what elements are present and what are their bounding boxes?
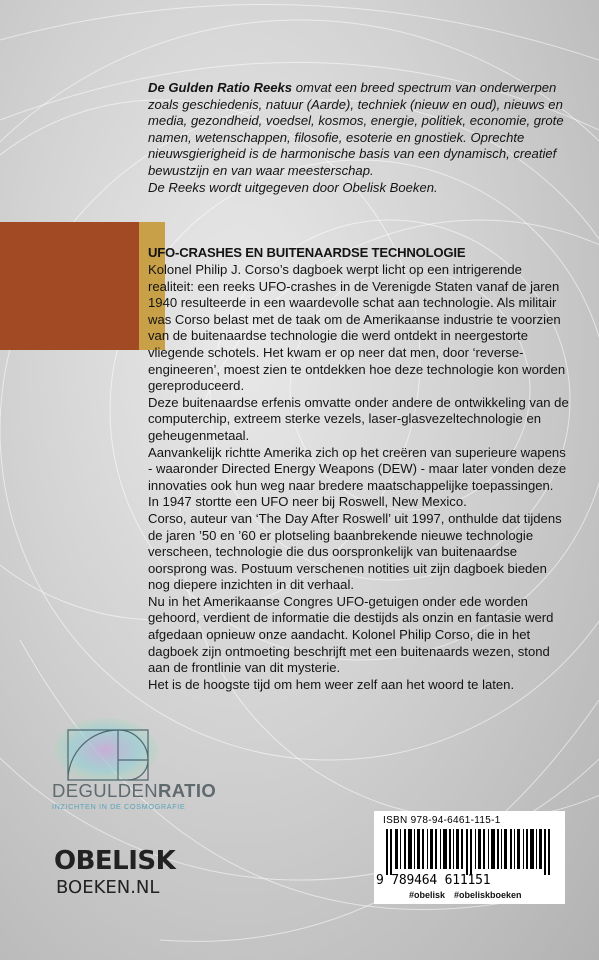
- gulden-ratio-tagline: INZICHTEN IN DE COSMOGRAFIE: [52, 802, 186, 811]
- barcode-icon: [384, 829, 556, 875]
- obelisk-boeken-logo: [54, 846, 176, 906]
- series-intro: [148, 80, 568, 196]
- section-heading: UFO-CRASHES EN BUITENAARDSE TECHNOLOGIE: [148, 245, 466, 260]
- blurb-paragraph: Corso, auteur van ‘The Day After Roswell’ uit 1997, onthulde dat tijdens de jaren ’50 en ’60 er plotseling baanbrekende nieuwe technologie verscheen, technologie die dus oorspronkelijk van buitenaardse oorsprong was. Postuum verschenen notities uit zijn dagboek bieden nog diepere inzichten in dit verhaal.: [148, 510, 562, 593]
- wordmark-part1: DEGULDEN: [52, 780, 158, 801]
- hashtags: [409, 890, 531, 900]
- nautilus-spiral-icon: [52, 718, 162, 782]
- orange-color-block: [0, 222, 139, 350]
- blurb-body: [148, 262, 570, 693]
- blurb-paragraph: In 1947 stortte een UFO neer bij Roswell, New Mexico.: [148, 494, 467, 510]
- obelisk-website: BOEKEN.NL: [56, 877, 160, 898]
- blurb-paragraph: Nu in het Amerikaanse Congres UFO-getuigen onder ede worden gehoord, verdient de informatie die destijds als onzin en fantasie werd afgedaan opnieuw onze aandacht. Kolonel Philip Corso, die in het dagboek zijn ontmoeting beschrijft met een buitenaards wezen, stond aan de frontlinie van dit mysterie.: [148, 593, 554, 676]
- blurb-paragraph: Deze buitenaardse erfenis omvatte onder andere de ontwikkeling van de computerchip, extreem sterke vezels, laser-glasvezeltechnologie en geheugenmetaal.: [148, 394, 569, 443]
- wordmark-part2: RATIO: [158, 780, 217, 801]
- hashtag-obeliskboeken: #obeliskboeken: [454, 890, 522, 900]
- blurb-paragraph: Kolonel Philip J. Corso’s dagboek werpt licht op een intrigerende realiteit: een reeks UFO-crashes in de Verenigde Staten vanaf de jaren 1940 resulteerde in een waardevolle schat aan technologie. Als militair was Corso belast met de taak om de Amerikaanse industrie te voorzien van de buitenaardse technologie die werd ontdekt in neergestorte vliegende schotels. Het kwam er op neer dat men, door ‘reverse-engineeren’, moest zien te ontdekken hoe deze technologie kon worden gereproduceerd.: [148, 262, 566, 394]
- barcode-digits: 9 789464 611151: [376, 873, 491, 888]
- isbn-label: ISBN 978-94-6461-115-1: [383, 815, 501, 826]
- hashtag-obelisk: #obelisk: [409, 890, 446, 900]
- obelisk-wordmark: OBELISK: [54, 846, 176, 876]
- isbn-barcode: [374, 811, 565, 904]
- blurb-paragraph: Aanvankelijk richtte Amerika zich op het creëren van superieure wapens - waaronder Directed Energy Weapons (DEW) - maar later vonden deze innovaties ook hun weg naar bredere maatschappelijke toepassingen.: [148, 444, 567, 493]
- gulden-ratio-wordmark: [52, 780, 216, 802]
- blurb-paragraph: Het is de hoogste tijd om hem weer zelf aan het woord te laten.: [148, 676, 515, 692]
- series-intro-paragraph: [148, 80, 568, 180]
- publisher-line: De Reeks wordt uitgegeven door Obelisk Boeken.: [148, 179, 438, 195]
- series-description: omvat een breed spectrum van onderwerpen zoals geschiedenis, natuur (Aarde), techniek (nieuw en oud), nieuws en media, gezondheid, voedsel, kosmos, energie, politiek, economie, grote namen, wetenschappen, filosofie, esoterie en gnostiek. Oprechte nieuwsgierigheid is de harmonische basis van een dynamisch, creatief bewustzijn en van waar meesterschap.: [148, 80, 564, 178]
- de-gulden-ratio-logo: [52, 718, 217, 813]
- series-name: De Gulden Ratio Reeks: [148, 80, 293, 95]
